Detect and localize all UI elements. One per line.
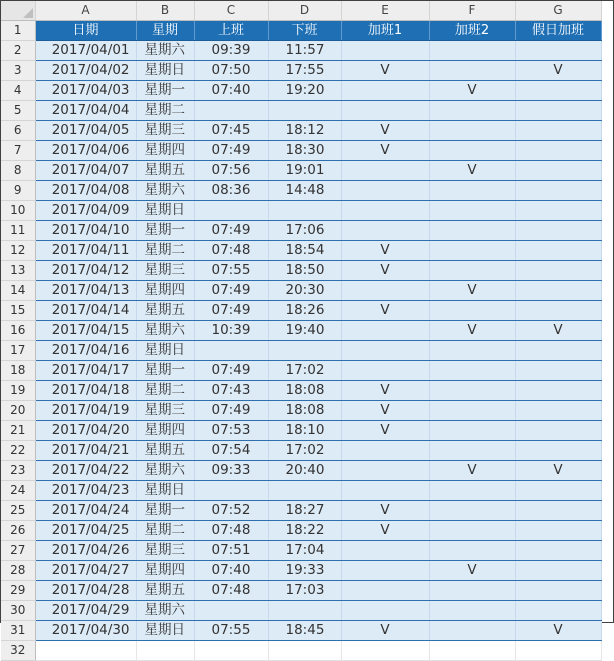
cell-clock-out[interactable] (268, 101, 341, 121)
cell-weekday[interactable]: 星期四 (136, 281, 194, 301)
cell-holiday-overtime[interactable] (515, 161, 601, 181)
cell-date[interactable]: 2017/04/17 (35, 361, 136, 381)
row-header[interactable]: 8 (1, 161, 35, 181)
table-header-row (1, 21, 601, 41)
cell-date[interactable]: 2017/04/30 (35, 621, 136, 641)
cell-date[interactable]: 2017/04/21 (35, 441, 136, 461)
cell-date[interactable]: 2017/04/24 (35, 501, 136, 521)
cell-overtime-2[interactable] (429, 541, 515, 561)
cell-clock-in[interactable] (194, 201, 268, 221)
table-row (1, 441, 601, 461)
table-row (1, 521, 601, 541)
cell-clock-in[interactable]: 07:56 (194, 161, 268, 181)
row-header[interactable]: 15 (1, 301, 35, 321)
cell-holiday-overtime[interactable] (515, 141, 601, 161)
cell-overtime-1[interactable]: V (341, 621, 429, 641)
header-cell-holiday-overtime[interactable]: 假日加班 (515, 21, 601, 41)
cell-clock-out[interactable]: 18:26 (268, 301, 341, 321)
cell-holiday-overtime[interactable] (515, 501, 601, 521)
row-header[interactable]: 10 (1, 201, 35, 221)
table-row (1, 101, 601, 121)
cell-overtime-2[interactable] (429, 441, 515, 461)
cell-overtime-1[interactable]: V (341, 421, 429, 441)
cell-weekday[interactable]: 星期四 (136, 421, 194, 441)
cell-weekday[interactable]: 星期五 (136, 161, 194, 181)
cell-date[interactable]: 2017/04/18 (35, 381, 136, 401)
cell-date[interactable]: 2017/04/20 (35, 421, 136, 441)
cell-overtime-2[interactable] (429, 501, 515, 521)
cell-weekday[interactable]: 星期二 (136, 101, 194, 121)
cell-holiday-overtime[interactable] (515, 221, 601, 241)
cell-clock-out[interactable]: 18:08 (268, 401, 341, 421)
cell-weekday[interactable]: 星期日 (136, 481, 194, 501)
cell-clock-in[interactable]: 07:48 (194, 581, 268, 601)
cell-clock-out[interactable]: 17:04 (268, 541, 341, 561)
table-row (1, 601, 601, 621)
cell-overtime-2[interactable] (429, 61, 515, 81)
table-row (1, 481, 601, 501)
cell-clock-out[interactable]: 17:02 (268, 361, 341, 381)
cell-holiday-overtime[interactable] (515, 201, 601, 221)
cell-clock-in[interactable]: 07:45 (194, 121, 268, 141)
cell-overtime-2[interactable] (429, 261, 515, 281)
cell-overtime-1[interactable] (341, 321, 429, 341)
cell-weekday[interactable]: 星期三 (136, 401, 194, 421)
row-header[interactable]: 4 (1, 81, 35, 101)
cell-holiday-overtime[interactable] (515, 381, 601, 401)
cell-overtime-2[interactable]: V (429, 281, 515, 301)
cell-weekday[interactable]: 星期一 (136, 81, 194, 101)
cell-clock-out[interactable]: 20:30 (268, 281, 341, 301)
cell-overtime-1[interactable] (341, 441, 429, 461)
cell-overtime-1[interactable]: V (341, 61, 429, 81)
cell-clock-in[interactable]: 07:40 (194, 561, 268, 581)
cell-clock-in[interactable]: 07:40 (194, 81, 268, 101)
table-row (1, 621, 601, 641)
cell-weekday[interactable]: 星期日 (136, 61, 194, 81)
cell-clock-out[interactable]: 18:50 (268, 261, 341, 281)
cell-overtime-1[interactable] (341, 461, 429, 481)
cell-overtime-2[interactable] (429, 401, 515, 421)
header-cell-clock-in[interactable]: 上班 (194, 21, 268, 41)
cell-holiday-overtime[interactable] (515, 101, 601, 121)
cell-holiday-overtime[interactable]: V (515, 621, 601, 641)
cell-overtime-2[interactable] (429, 341, 515, 361)
cell-overtime-1[interactable] (341, 101, 429, 121)
row-header[interactable]: 19 (1, 381, 35, 401)
cell-holiday-overtime[interactable] (515, 301, 601, 321)
cell-date[interactable]: 2017/04/11 (35, 241, 136, 261)
empty-cell[interactable] (268, 641, 341, 661)
table-row (1, 241, 601, 261)
cell-date[interactable]: 2017/04/03 (35, 81, 136, 101)
empty-cell[interactable] (341, 641, 429, 661)
cell-clock-out[interactable]: 11:57 (268, 41, 341, 61)
cell-holiday-overtime[interactable] (515, 421, 601, 441)
empty-cell[interactable] (194, 641, 268, 661)
row-header[interactable]: 31 (1, 621, 35, 641)
column-header-c[interactable]: C (194, 1, 268, 21)
table-row (1, 561, 601, 581)
cell-date[interactable]: 2017/04/05 (35, 121, 136, 141)
cell-clock-out[interactable]: 17:03 (268, 581, 341, 601)
cell-holiday-overtime[interactable] (515, 541, 601, 561)
cell-clock-out[interactable]: 17:55 (268, 61, 341, 81)
cell-overtime-1[interactable] (341, 601, 429, 621)
cell-overtime-2[interactable]: V (429, 161, 515, 181)
cell-clock-out[interactable]: 18:54 (268, 241, 341, 261)
cell-overtime-1[interactable]: V (341, 381, 429, 401)
table-row (1, 261, 601, 281)
row-header[interactable]: 26 (1, 521, 35, 541)
cell-date[interactable]: 2017/04/16 (35, 341, 136, 361)
cell-overtime-1[interactable]: V (341, 121, 429, 141)
cell-clock-out[interactable]: 18:08 (268, 381, 341, 401)
cell-clock-out[interactable]: 18:30 (268, 141, 341, 161)
cell-holiday-overtime[interactable] (515, 401, 601, 421)
cell-holiday-overtime[interactable]: V (515, 61, 601, 81)
cell-clock-out[interactable] (268, 341, 341, 361)
cell-clock-in[interactable] (194, 601, 268, 621)
row-header[interactable]: 28 (1, 561, 35, 581)
cell-overtime-1[interactable] (341, 221, 429, 241)
empty-cell[interactable] (429, 641, 515, 661)
cell-clock-out[interactable]: 19:01 (268, 161, 341, 181)
cell-clock-in[interactable]: 07:49 (194, 281, 268, 301)
cell-overtime-1[interactable] (341, 81, 429, 101)
cell-overtime-1[interactable]: V (341, 301, 429, 321)
row-header[interactable]: 30 (1, 601, 35, 621)
cell-clock-in[interactable]: 07:53 (194, 421, 268, 441)
row-header[interactable]: 5 (1, 101, 35, 121)
cell-clock-in[interactable] (194, 341, 268, 361)
table-row (1, 61, 601, 81)
row-header[interactable]: 17 (1, 341, 35, 361)
column-header-b[interactable]: B (136, 1, 194, 21)
cell-holiday-overtime[interactable] (515, 81, 601, 101)
cell-holiday-overtime[interactable] (515, 41, 601, 61)
cell-date[interactable]: 2017/04/08 (35, 181, 136, 201)
cell-weekday[interactable]: 星期日 (136, 341, 194, 361)
cell-weekday[interactable]: 星期六 (136, 321, 194, 341)
cell-overtime-2[interactable] (429, 601, 515, 621)
cell-overtime-2[interactable] (429, 41, 515, 61)
header-cell-clock-out[interactable]: 下班 (268, 21, 341, 41)
cell-overtime-2[interactable] (429, 141, 515, 161)
header-cell-weekday[interactable]: 星期 (136, 21, 194, 41)
table-row (1, 161, 601, 181)
cell-overtime-2[interactable]: V (429, 461, 515, 481)
cell-overtime-2[interactable] (429, 361, 515, 381)
row-header[interactable]: 29 (1, 581, 35, 601)
cell-overtime-2[interactable] (429, 521, 515, 541)
cell-holiday-overtime[interactable] (515, 521, 601, 541)
table-row (1, 281, 601, 301)
empty-cell[interactable] (35, 641, 136, 661)
cell-holiday-overtime[interactable] (515, 341, 601, 361)
column-header-g[interactable]: G (515, 1, 601, 21)
table-row (1, 41, 601, 61)
cell-clock-out[interactable]: 20:40 (268, 461, 341, 481)
header-cell-overtime-1[interactable]: 加班1 (341, 21, 429, 41)
cell-clock-in[interactable]: 08:36 (194, 181, 268, 201)
cell-date[interactable]: 2017/04/23 (35, 481, 136, 501)
column-header-a[interactable]: A (35, 1, 136, 21)
cell-clock-out[interactable]: 17:06 (268, 221, 341, 241)
cell-holiday-overtime[interactable] (515, 601, 601, 621)
cell-overtime-1[interactable] (341, 161, 429, 181)
row-header[interactable]: 13 (1, 261, 35, 281)
table-row (1, 341, 601, 361)
cell-clock-out[interactable]: 18:22 (268, 521, 341, 541)
cell-clock-in[interactable]: 07:51 (194, 541, 268, 561)
select-all-triangle-icon (23, 8, 33, 18)
cell-weekday[interactable]: 星期五 (136, 301, 194, 321)
cell-clock-out[interactable]: 19:20 (268, 81, 341, 101)
cell-date[interactable]: 2017/04/13 (35, 281, 136, 301)
cell-overtime-1[interactable] (341, 361, 429, 381)
cell-weekday[interactable]: 星期一 (136, 501, 194, 521)
cell-clock-out[interactable]: 19:40 (268, 321, 341, 341)
cell-overtime-2[interactable] (429, 481, 515, 501)
cell-overtime-1[interactable]: V (341, 141, 429, 161)
cell-clock-in[interactable]: 07:55 (194, 621, 268, 641)
cell-date[interactable]: 2017/04/12 (35, 261, 136, 281)
cell-overtime-2[interactable] (429, 301, 515, 321)
cell-date[interactable]: 2017/04/26 (35, 541, 136, 561)
cell-weekday[interactable]: 星期三 (136, 121, 194, 141)
cell-overtime-1[interactable] (341, 481, 429, 501)
cell-overtime-1[interactable] (341, 41, 429, 61)
cell-clock-in[interactable]: 07:54 (194, 441, 268, 461)
cell-date[interactable]: 2017/04/10 (35, 221, 136, 241)
cell-overtime-1[interactable] (341, 281, 429, 301)
cell-weekday[interactable]: 星期六 (136, 41, 194, 61)
row-header[interactable]: 22 (1, 441, 35, 461)
cell-weekday[interactable]: 星期三 (136, 541, 194, 561)
row-header[interactable]: 11 (1, 221, 35, 241)
cell-weekday[interactable]: 星期二 (136, 521, 194, 541)
cell-weekday[interactable]: 星期四 (136, 141, 194, 161)
row-header[interactable]: 20 (1, 401, 35, 421)
cell-holiday-overtime[interactable] (515, 561, 601, 581)
cell-overtime-2[interactable]: V (429, 561, 515, 581)
cell-date[interactable]: 2017/04/02 (35, 61, 136, 81)
header-cell-date[interactable]: 日期 (35, 21, 136, 41)
row-header[interactable]: 21 (1, 421, 35, 441)
cell-holiday-overtime[interactable] (515, 241, 601, 261)
cell-overtime-1[interactable]: V (341, 261, 429, 281)
row-header[interactable]: 6 (1, 121, 35, 141)
table-row (1, 301, 601, 321)
cell-overtime-2[interactable] (429, 121, 515, 141)
row-header[interactable]: 32 (1, 641, 35, 661)
cell-overtime-1[interactable] (341, 181, 429, 201)
row-header[interactable]: 25 (1, 501, 35, 521)
cell-weekday[interactable]: 星期六 (136, 461, 194, 481)
cell-date[interactable]: 2017/04/14 (35, 301, 136, 321)
table-row (1, 81, 601, 101)
cell-weekday[interactable]: 星期二 (136, 241, 194, 261)
cell-holiday-overtime[interactable] (515, 281, 601, 301)
cell-holiday-overtime[interactable] (515, 361, 601, 381)
empty-cell[interactable] (515, 641, 601, 661)
cell-clock-in[interactable]: 07:49 (194, 301, 268, 321)
cell-holiday-overtime[interactable] (515, 261, 601, 281)
cell-clock-in[interactable]: 07:52 (194, 501, 268, 521)
cell-date[interactable]: 2017/04/25 (35, 521, 136, 541)
cell-clock-out[interactable]: 18:12 (268, 121, 341, 141)
table-row (1, 381, 601, 401)
worksheet-grid (1, 1, 602, 661)
table-row (1, 141, 601, 161)
cell-overtime-2[interactable] (429, 381, 515, 401)
cell-overtime-1[interactable] (341, 201, 429, 221)
cell-clock-out[interactable] (268, 601, 341, 621)
empty-cell[interactable] (136, 641, 194, 661)
cell-overtime-1[interactable] (341, 561, 429, 581)
cell-clock-in[interactable]: 07:55 (194, 261, 268, 281)
cell-overtime-2[interactable] (429, 241, 515, 261)
row-header[interactable]: 18 (1, 361, 35, 381)
cell-date[interactable]: 2017/04/19 (35, 401, 136, 421)
table-row-empty (1, 641, 601, 661)
cell-overtime-2[interactable] (429, 101, 515, 121)
cell-clock-in[interactable]: 10:39 (194, 321, 268, 341)
cell-overtime-2[interactable] (429, 181, 515, 201)
cell-clock-in[interactable]: 07:48 (194, 241, 268, 261)
cell-date[interactable]: 2017/04/06 (35, 141, 136, 161)
cell-clock-out[interactable] (268, 201, 341, 221)
cell-overtime-2[interactable]: V (429, 321, 515, 341)
cell-overtime-2[interactable] (429, 221, 515, 241)
row-header[interactable]: 24 (1, 481, 35, 501)
select-all-corner[interactable] (1, 1, 35, 21)
cell-holiday-overtime[interactable] (515, 181, 601, 201)
row-header[interactable]: 7 (1, 141, 35, 161)
header-cell-overtime-2[interactable]: 加班2 (429, 21, 515, 41)
cell-overtime-1[interactable]: V (341, 241, 429, 261)
cell-weekday[interactable]: 星期五 (136, 441, 194, 461)
cell-overtime-1[interactable] (341, 341, 429, 361)
column-header-d[interactable]: D (268, 1, 341, 21)
cell-clock-in[interactable]: 09:33 (194, 461, 268, 481)
cell-weekday[interactable]: 星期日 (136, 621, 194, 641)
cell-date[interactable]: 2017/04/29 (35, 601, 136, 621)
cell-overtime-1[interactable] (341, 541, 429, 561)
table-row (1, 361, 601, 381)
cell-clock-in[interactable]: 09:39 (194, 41, 268, 61)
column-header-e[interactable]: E (341, 1, 429, 21)
table-row (1, 201, 601, 221)
cell-weekday[interactable]: 星期日 (136, 201, 194, 221)
cell-clock-out[interactable] (268, 481, 341, 501)
cell-weekday[interactable]: 星期六 (136, 601, 194, 621)
cell-date[interactable]: 2017/04/28 (35, 581, 136, 601)
cell-overtime-1[interactable]: V (341, 521, 429, 541)
cell-overtime-2[interactable] (429, 621, 515, 641)
cell-date[interactable]: 2017/04/27 (35, 561, 136, 581)
cell-date[interactable]: 2017/04/09 (35, 201, 136, 221)
table-row (1, 541, 601, 561)
cell-clock-in[interactable]: 07:50 (194, 61, 268, 81)
cell-overtime-1[interactable]: V (341, 401, 429, 421)
cell-holiday-overtime[interactable] (515, 481, 601, 501)
cell-overtime-1[interactable] (341, 581, 429, 601)
row-header[interactable]: 1 (1, 21, 35, 41)
table-row (1, 321, 601, 341)
table-row (1, 401, 601, 421)
cell-clock-out[interactable]: 18:27 (268, 501, 341, 521)
table-row (1, 581, 601, 601)
cell-clock-in[interactable] (194, 481, 268, 501)
table-row (1, 461, 601, 481)
cell-clock-in[interactable]: 07:49 (194, 221, 268, 241)
cell-clock-in[interactable]: 07:49 (194, 141, 268, 161)
cell-clock-out[interactable]: 19:33 (268, 561, 341, 581)
table-row (1, 221, 601, 241)
cell-holiday-overtime[interactable] (515, 581, 601, 601)
row-header[interactable]: 14 (1, 281, 35, 301)
cell-clock-out[interactable]: 18:45 (268, 621, 341, 641)
cell-date[interactable]: 2017/04/22 (35, 461, 136, 481)
column-header-f[interactable]: F (429, 1, 515, 21)
table-row (1, 501, 601, 521)
cell-overtime-2[interactable] (429, 581, 515, 601)
cell-weekday[interactable]: 星期四 (136, 561, 194, 581)
cell-date[interactable]: 2017/04/04 (35, 101, 136, 121)
cell-clock-out[interactable]: 17:02 (268, 441, 341, 461)
cell-date[interactable]: 2017/04/01 (35, 41, 136, 61)
cell-weekday[interactable]: 星期三 (136, 261, 194, 281)
table-row (1, 181, 601, 201)
row-header[interactable]: 16 (1, 321, 35, 341)
cell-date[interactable]: 2017/04/15 (35, 321, 136, 341)
cell-clock-in[interactable]: 07:48 (194, 521, 268, 541)
cell-clock-in[interactable]: 07:49 (194, 361, 268, 381)
cell-weekday[interactable]: 星期二 (136, 381, 194, 401)
cell-weekday[interactable]: 星期一 (136, 221, 194, 241)
row-header[interactable]: 23 (1, 461, 35, 481)
cell-clock-out[interactable]: 14:48 (268, 181, 341, 201)
cell-weekday[interactable]: 星期一 (136, 361, 194, 381)
column-header-row (1, 1, 601, 21)
cell-weekday[interactable]: 星期五 (136, 581, 194, 601)
row-header[interactable]: 9 (1, 181, 35, 201)
cell-weekday[interactable]: 星期六 (136, 181, 194, 201)
cell-holiday-overtime[interactable] (515, 441, 601, 461)
row-header[interactable]: 12 (1, 241, 35, 261)
row-header[interactable]: 27 (1, 541, 35, 561)
cell-overtime-2[interactable]: V (429, 81, 515, 101)
table-row (1, 121, 601, 141)
cell-clock-in[interactable] (194, 101, 268, 121)
cell-date[interactable]: 2017/04/07 (35, 161, 136, 181)
cell-holiday-overtime[interactable]: V (515, 321, 601, 341)
cell-overtime-2[interactable] (429, 421, 515, 441)
cell-holiday-overtime[interactable] (515, 121, 601, 141)
cell-holiday-overtime[interactable]: V (515, 461, 601, 481)
cell-clock-in[interactable]: 07:49 (194, 401, 268, 421)
cell-clock-in[interactable]: 07:43 (194, 381, 268, 401)
cell-clock-out[interactable]: 18:10 (268, 421, 341, 441)
row-header[interactable]: 3 (1, 61, 35, 81)
cell-overtime-1[interactable]: V (341, 501, 429, 521)
table-row (1, 421, 601, 441)
row-header[interactable]: 2 (1, 41, 35, 61)
cell-overtime-2[interactable] (429, 201, 515, 221)
